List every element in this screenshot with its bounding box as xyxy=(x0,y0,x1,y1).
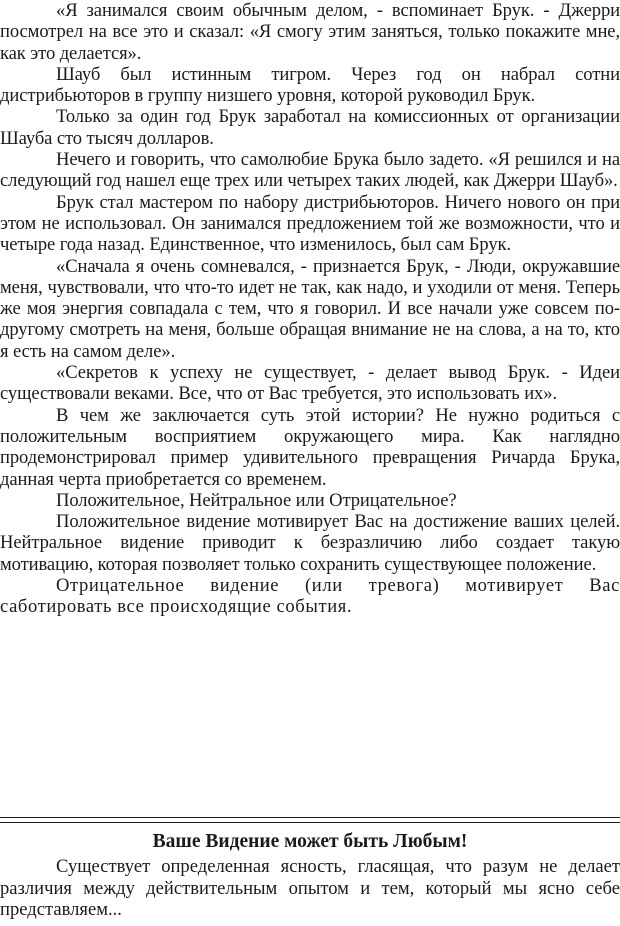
section-divider-bottom xyxy=(0,822,620,823)
sidebar-body xyxy=(0,856,620,921)
paragraph-schaub-tiger: Шауб был истинным тигром. Через год он набрал сотни дистрибьюторов в группу низшего уровня, которой руководил Брук. xyxy=(0,63,620,107)
paragraph-negative-vision: Отрицательное видение (или тревога) мотивирует Вас саботировать все происходящие события. xyxy=(0,575,620,618)
section-divider-top xyxy=(0,817,620,818)
paragraph-no-secrets: «Секретов к успеху не существует, - делает вывод Брук. - Идеи существовали веками. Все, что от Вас требуется, это использовать их». xyxy=(0,362,620,405)
sidebar-paragraph: Существует определенная ясность, гласящая, что разум не делает различия между действительным опытом и тем, который мы ясно себе представляем... xyxy=(0,856,620,920)
paragraph-commission: Только за один год Брук заработал на комиссионных от организации Шауба сто тысяч долларов. xyxy=(0,106,620,149)
paragraph-quote-brook-start: «Я занимался своим обычным делом, - вспоминает Брук. - Джерри посмотрел на все это и сказал: «Я смогу этим заняться, только покажите мне, как это делается». xyxy=(0,0,620,64)
paragraph-doubts: «Сначала я очень сомневался, - признается Брук, - Люди, окружавшие меня, чувствовали, что что-то идет не так, как надо, и уходили от меня. Теперь же моя энергия совпадала с тем, что я говорил. И все начали уже совсем по-другому смотреть на меня, больше обращая внимание не на слова, а на то, кто я есть на самом деле». xyxy=(0,255,620,362)
paragraph-question: Положительное, Нейтральное или Отрицательное? xyxy=(56,489,457,511)
paragraph-pride: Нечего и говорить, что самолюбие Брука было задето. «Я решился и на следующий год нашел еще трех или четырех таких людей, как Джерри Шауб». xyxy=(0,149,620,192)
paragraph-recruiting-master: Брук стал мастером по набору дистрибьюторов. Ничего нового он при этом не использовал. Он занимался предложением той же возможности, что и четыре года назад. Единственное, что изменилось, был сам Брук. xyxy=(0,191,620,256)
sidebar-heading: Ваше Видение может быть Любым! xyxy=(152,831,468,852)
paragraph-positive-vision: Положительное видение мотивирует Вас на достижение ваших целей. Нейтральное видение приводит к безразличию либо создает такую мотивацию, которая позволяет только сохранить существующее положение. xyxy=(0,511,620,575)
paragraph-story-essence: В чем же заключается суть этой истории? Не нужно родиться с положительным восприятием окружающего мира. Как наглядно продемонстрировал пример удивительного превращения Ричарда Брука, данная черта приобретается со временем. xyxy=(0,404,620,490)
